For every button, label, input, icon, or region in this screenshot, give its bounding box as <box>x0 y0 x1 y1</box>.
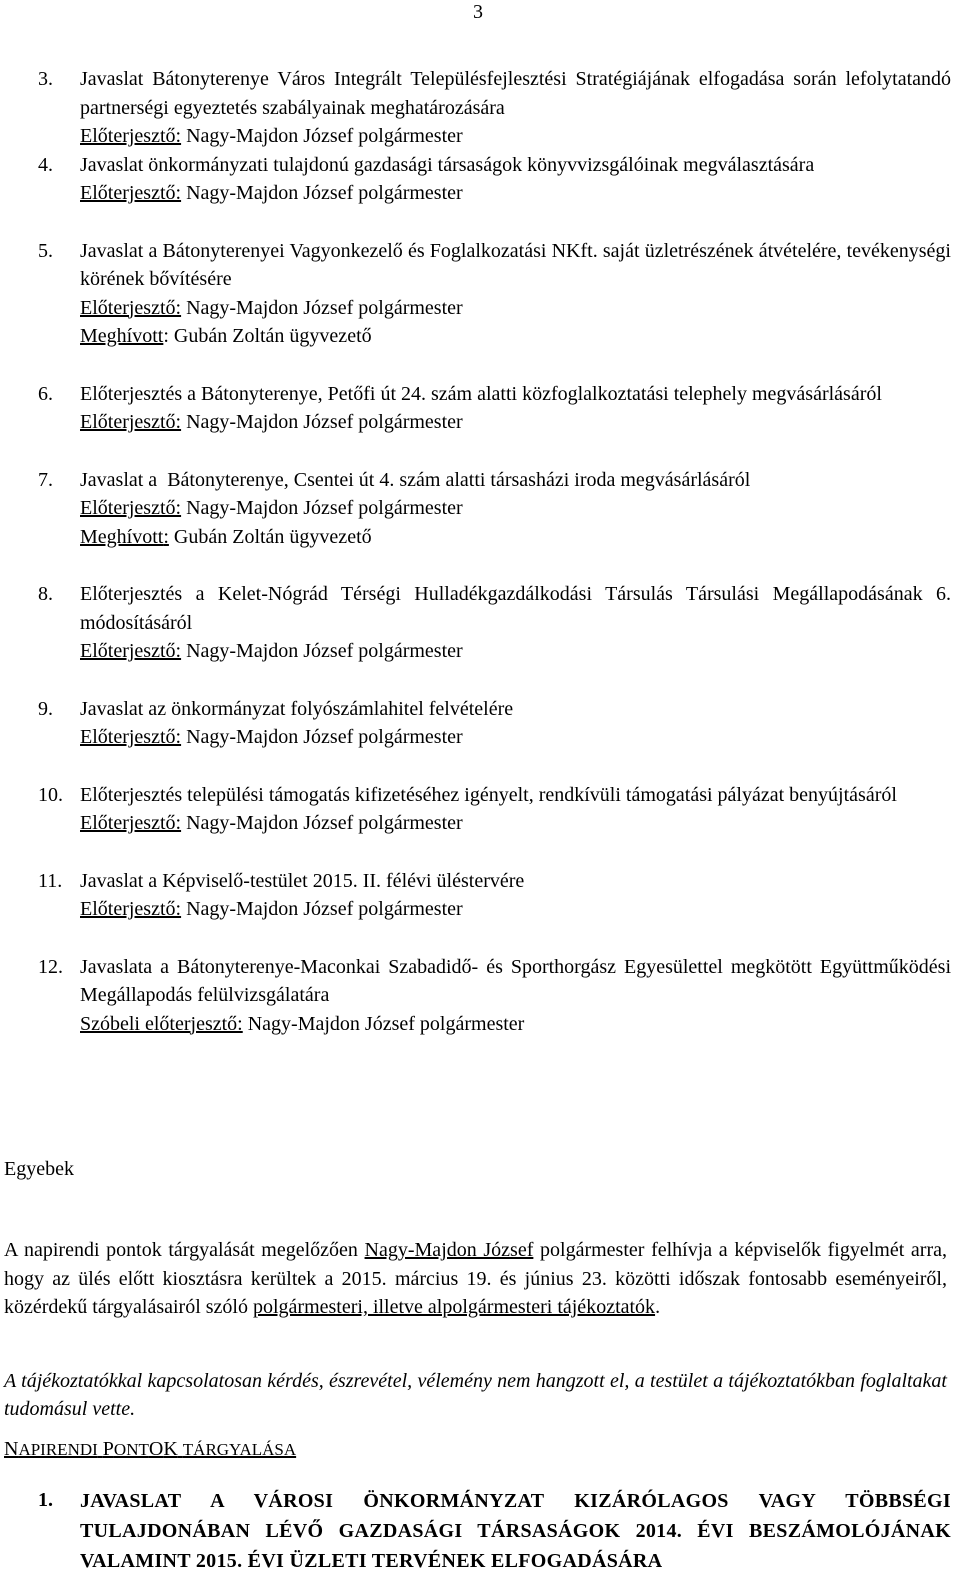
para-text-middle: polgármester felhívja a képviselők figyelmét arra, hogy az ülés előtt kiosztásra kerültek a 2015. március 19. és június 23. közötti időszak fontosabb eseményeiről, közérdekű tárgyalásairól szóló <box>4 1239 947 1318</box>
reports-reference: polgármesteri, illetve alpolgármesteri tájékoztatók <box>252 1296 656 1318</box>
presenter-line <box>80 179 951 208</box>
item-title: Javaslat a Bátonyterenye, Csentei út 4. szám alatti társasházi iroda megvásárlásáról <box>80 468 751 491</box>
item-title: Javaslat Bátonyterenye Város Integrált Településfejlesztési Stratégiájának elfogadása során lefolytatandó partnerségi egyeztetés szabályainak meghatározására <box>80 68 951 119</box>
presenter-name: Nagy-Majdon József polgármester <box>181 640 463 662</box>
presenter-label: Előterjesztő: <box>80 640 182 662</box>
invited-colon: : <box>163 525 169 548</box>
item-title: Javaslata a Bátonyterenye-Maconkai Szabadidő- és Sporthorgász Egyesülettel megkötött Együttműködési Megállapodás felülvizsgálatára <box>80 955 951 1006</box>
invited-label: Meghívott <box>80 325 164 347</box>
section-other-heading: Egyebek <box>4 1158 74 1180</box>
presenter-name: Nagy-Majdon József polgármester <box>181 125 463 147</box>
presenter-name: Nagy-Majdon József polgármester <box>181 411 463 433</box>
presenter-line <box>80 809 951 838</box>
heading-part: APIRENDI <box>18 1440 98 1459</box>
agenda-item-9 <box>38 695 951 752</box>
presenter-name: Nagy-Majdon József polgármester <box>242 1012 525 1035</box>
presenter-line <box>80 723 951 752</box>
presenter-label: Előterjesztő: <box>80 182 182 204</box>
presenter-line <box>80 895 951 924</box>
presenter-line <box>80 408 951 437</box>
presenter-label: Előterjesztő: <box>80 296 182 319</box>
invited-colon: : <box>163 325 169 347</box>
item-number: 4. <box>38 153 53 176</box>
item-number: 7. <box>38 468 53 491</box>
presenter-label: Előterjesztő: <box>80 812 182 834</box>
presenter-line <box>80 294 951 323</box>
presenter-name: Nagy-Majdon József polgármester <box>181 726 463 748</box>
page-number: 3 <box>473 1 483 23</box>
item-number: 5. <box>38 239 53 262</box>
section-heading <box>4 1435 296 1465</box>
presenter-line <box>80 637 951 666</box>
item-number: 9. <box>38 697 53 720</box>
presenter-line <box>80 494 951 523</box>
mayor-name: Nagy-Majdon József <box>364 1239 534 1261</box>
heading-part: P <box>102 1438 114 1460</box>
para-text-after: . <box>655 1296 661 1318</box>
agenda-item-11 <box>38 867 951 924</box>
agenda-item-5 <box>38 237 951 351</box>
agenda-item-4 <box>38 151 951 208</box>
item-number: 1. <box>38 1489 53 1511</box>
item-number: 12. <box>38 955 63 978</box>
para-text-before: A napirendi pontok tárgyalását megelőzően <box>4 1239 365 1261</box>
agenda-item-6 <box>38 380 951 437</box>
item-number: 8. <box>38 583 53 605</box>
final-agenda-item <box>38 1486 951 1576</box>
item-title: Javaslat a Bátonyterenyei Vagyonkezelő és Foglalkozatási NKft. saját üzletrészének átvételére, tevékenységi körének bővítésére <box>80 239 951 290</box>
invited-line <box>80 322 951 351</box>
agenda-item-8 <box>38 580 951 666</box>
heading-part: O <box>148 1438 164 1460</box>
heading-part: K <box>163 1438 178 1460</box>
presenter-line <box>80 122 951 151</box>
invited-name: Gubán Zoltán ügyvezető <box>168 325 372 347</box>
final-item-title: JAVASLAT A VÁROSI ÖNKORMÁNYZAT KIZÁRÓLAGOS VAGY TÖBBSÉGI TULAJDONÁBAN LÉVŐ GAZDASÁGI TÁRSASÁGOK 2014. ÉVI BESZÁMOLÓJÁNAK VALAMINT 2015. ÉVI ÜZLETI TERVÉNEK ELFOGADÁSÁRA <box>80 1490 951 1572</box>
oral-presenter-label: Szóbeli előterjesztő: <box>80 1012 243 1035</box>
item-title: Előterjesztés a Kelet-Nógrád Térségi Hulladékgazdálkodási Társulás Társulási Megállapodásának 6. módosításáról <box>80 583 951 634</box>
presenter-label: Előterjesztő: <box>80 411 182 433</box>
agenda-item-12 <box>38 953 951 1039</box>
invited-label: Meghívott <box>80 525 164 548</box>
item-number: 11. <box>38 869 63 892</box>
presenter-label: Előterjesztő: <box>80 898 182 920</box>
item-title: Javaslat a Képviselő-testület 2015. II. félévi üléstervére <box>80 869 525 892</box>
presenter-name: Nagy-Majdon József polgármester <box>181 812 463 834</box>
item-title: Előterjesztés a Bátonyterenye, Petőfi út 24. szám alatti közfoglalkoztatási telephely megvásárlásáról <box>80 382 882 405</box>
item-title: Előterjesztés települési támogatás kifizetéséhez igényelt, rendkívüli támogatási pályázat benyújtásáról <box>80 783 897 806</box>
heading-part: N <box>4 1438 19 1460</box>
heading-part: ONT <box>113 1440 149 1459</box>
heading-part: TÁRGYALÁSA <box>182 1440 297 1459</box>
item-number: 10. <box>38 783 63 806</box>
presenter-name: Nagy-Majdon József polgármester <box>181 296 463 319</box>
agenda-item-3 <box>38 65 951 151</box>
presenter-label: Előterjesztő: <box>80 497 182 519</box>
agenda-list <box>38 65 951 1067</box>
item-number: 3. <box>38 68 53 90</box>
item-title: Javaslat az önkormányzat folyószámlahitel felvételére <box>80 697 514 720</box>
invited-name: Gubán Zoltán ügyvezető <box>168 525 372 548</box>
item-number: 6. <box>38 382 53 405</box>
presenter-name: Nagy-Majdon József polgármester <box>181 182 463 204</box>
heading-text <box>4 1438 296 1460</box>
item-title: Javaslat önkormányzati tulajdonú gazdasági társaságok könyvvizsgálóinak megválasztására <box>80 153 815 176</box>
intro-paragraph <box>4 1236 947 1322</box>
presenter-label: Előterjesztő: <box>80 726 182 748</box>
oral-presenter-line <box>80 1010 951 1039</box>
presenter-name: Nagy-Majdon József polgármester <box>181 898 463 920</box>
note-paragraph: A tájékoztatókkal kapcsolatosan kérdés, észrevétel, vélemény nem hangzott el, a testület a tájékoztatókban foglaltakat tudomásul vette. <box>4 1370 947 1420</box>
presenter-label: Előterjesztő: <box>80 125 182 147</box>
agenda-item-10 <box>38 781 951 838</box>
presenter-name: Nagy-Majdon József polgármester <box>181 497 463 519</box>
agenda-item-7 <box>38 466 951 552</box>
invited-line <box>80 523 951 552</box>
